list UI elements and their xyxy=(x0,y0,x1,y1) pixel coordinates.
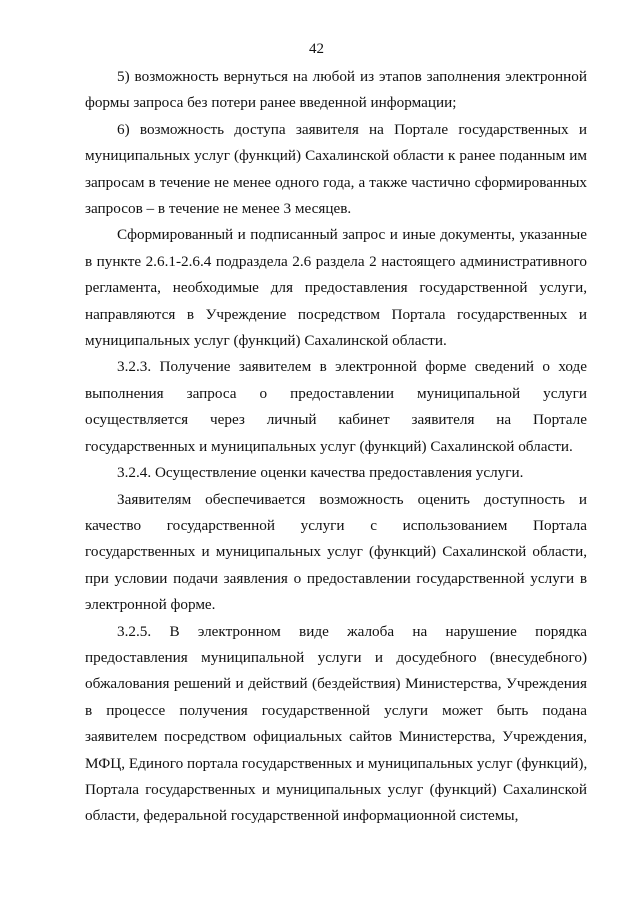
paragraph-line: 6) возможность доступа заявителя на Портале государственных и xyxy=(117,120,587,138)
page-number: 42 xyxy=(309,41,324,57)
paragraph xyxy=(85,117,587,223)
paragraph-line: муниципальных услуг (функций) Сахалинской области к ранее поданным им xyxy=(85,147,587,165)
paragraph-line: выполнения запроса о предоставлении муниципальной услуги xyxy=(85,384,587,402)
paragraph-line: предоставления муниципальной услуги и досудебного (внесудебного) xyxy=(85,648,587,666)
paragraph-line: регламента, необходимые для предоставления государственной услуги, xyxy=(85,279,587,297)
paragraph-line: электронной форме. xyxy=(85,596,216,614)
paragraph-line: государственных и муниципальных услуг (функций) Сахалинской области, xyxy=(85,543,587,561)
paragraph-line: 3.2.5. В электронном виде жалоба на нарушение порядка xyxy=(117,622,587,640)
paragraph-line: формы запроса без потери ранее введенной информации; xyxy=(85,94,457,112)
paragraph-line: направляются в Учреждение посредством Портала государственных и xyxy=(85,305,587,323)
paragraph xyxy=(85,64,587,117)
paragraph xyxy=(85,460,587,486)
paragraph-line: муниципальных услуг (функций) Сахалинской области. xyxy=(85,332,447,350)
paragraph-line: при условии подачи заявления о предоставлении государственной услуги в xyxy=(85,569,587,587)
paragraph-line: заявителем посредством официальных сайтов Министерства, Учреждения, xyxy=(85,728,587,746)
paragraph-line: запросам в течение не менее одного года, а также частично сформированных xyxy=(85,173,587,191)
paragraph-line: 3.2.3. Получение заявителем в электронной форме сведений о ходе xyxy=(117,358,587,376)
paragraph-line: обжалования решений и действий (бездействия) Министерства, Учреждения xyxy=(85,675,587,693)
paragraph-line: запросов – в течение не менее 3 месяцев. xyxy=(85,200,352,218)
paragraph-line: Портала государственных и муниципальных услуг (функций) Сахалинской xyxy=(85,780,587,798)
paragraph-line: 3.2.4. Осуществление оценки качества предоставления услуги. xyxy=(117,464,524,482)
paragraph xyxy=(85,354,587,460)
paragraph-line: в пункте 2.6.1-2.6.4 подраздела 2.6 раздела 2 настоящего административного xyxy=(85,252,587,270)
paragraph-line: осуществляется через личный кабинет заявителя на Портале xyxy=(85,411,587,429)
paragraph-line: в процессе получения государственной услуги может быть подана xyxy=(85,701,587,719)
document-body xyxy=(85,64,587,830)
paragraph xyxy=(85,222,587,354)
paragraph-line: 5) возможность вернуться на любой из этапов заполнения электронной xyxy=(117,68,587,85)
paragraph-line: Сформированный и подписанный запрос и иные документы, указанные xyxy=(117,226,587,244)
paragraph xyxy=(85,487,587,619)
paragraph xyxy=(85,619,587,830)
paragraph-line: качество государственной услуги с использованием Портала xyxy=(85,516,587,534)
paragraph-line: государственных и муниципальных услуг (функций) Сахалинской области. xyxy=(85,437,573,455)
paragraph-line: области, федеральной государственной информационной системы, xyxy=(85,807,519,825)
paragraph-line: Заявителям обеспечивается возможность оценить доступность и xyxy=(117,490,587,508)
paragraph-line: МФЦ, Единого портала государственных и муниципальных услуг (функций), xyxy=(85,754,588,772)
